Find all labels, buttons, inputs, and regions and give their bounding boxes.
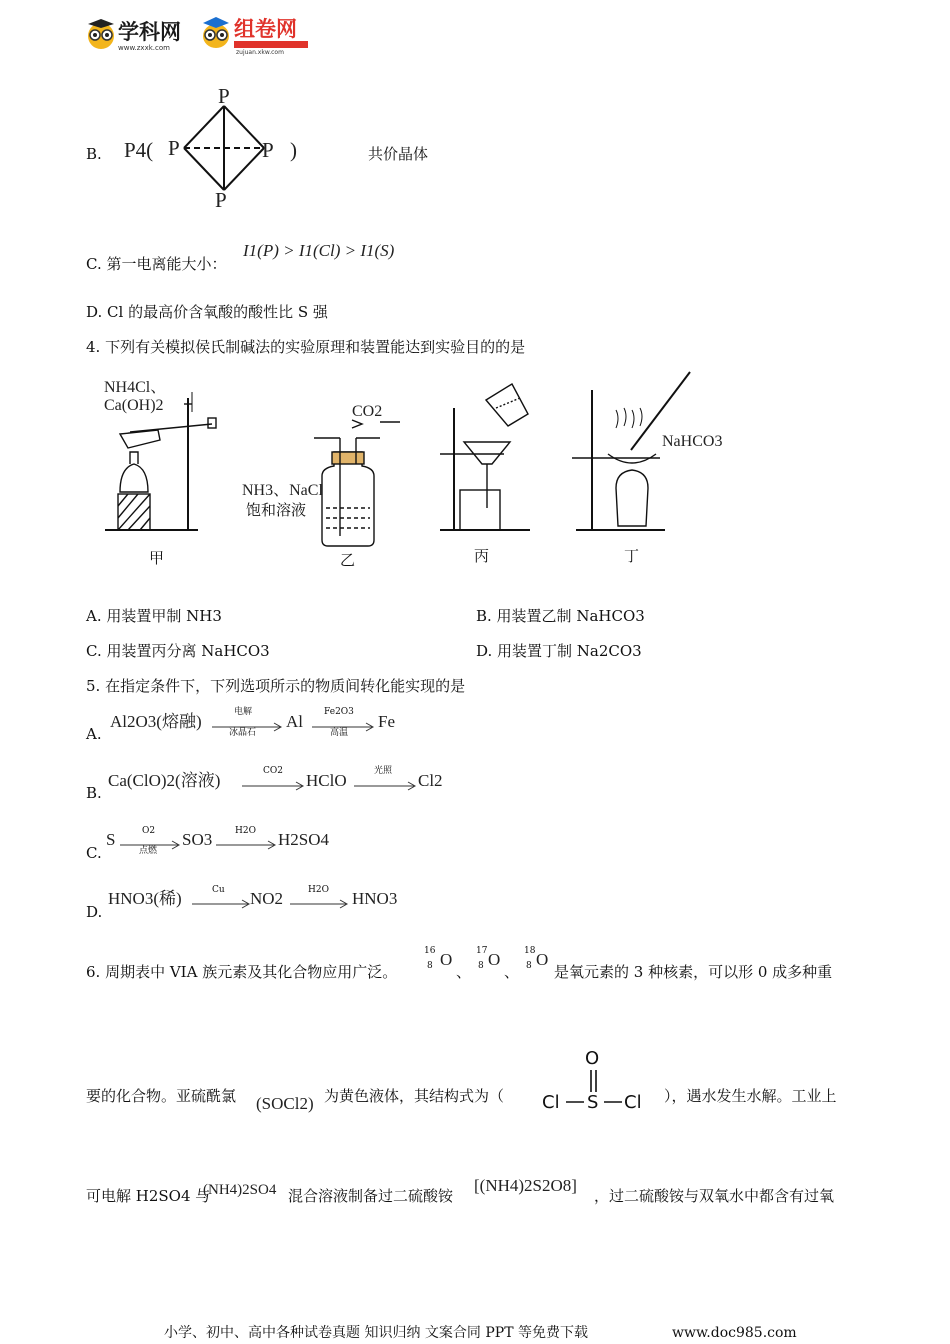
- iso17-mass: 17: [476, 946, 488, 956]
- struct-s: S: [587, 1092, 599, 1113]
- q5-stem: 5. 在指定条件下，下列选项所示的物质间转化能实现的是: [86, 677, 466, 695]
- p4-structure-diagram: [160, 84, 310, 214]
- iso16-z: 8: [427, 961, 433, 971]
- q5-A-c1-top: 电解: [234, 707, 253, 717]
- q4-optD: D. 用装置丁制 Na2CO3: [476, 642, 642, 660]
- q5-A-s2: Al: [286, 712, 303, 731]
- q3-optB-label: B.: [86, 145, 102, 163]
- iso16-symbol: O: [440, 950, 453, 969]
- q5-A-c2-top: Fe2O3: [324, 707, 354, 717]
- q4-apparatus-figure: [100, 368, 740, 568]
- q6-line2-c: ），遇水发生水解。工业上: [664, 1087, 837, 1105]
- q3-optB-formula: P4(: [124, 138, 154, 162]
- iso16-mass: 16: [424, 946, 436, 956]
- p4-atom-left: P: [168, 136, 180, 160]
- q3-optD-text: D. Cl 的最高价含氧酸的酸性比 S 强: [86, 303, 328, 321]
- q5-C-c2-top: H2O: [235, 826, 256, 836]
- q5-C-c1-top: O2: [142, 826, 156, 836]
- logo2-url: zujuan.xkw.com: [236, 49, 284, 56]
- yi-gas-label: CO2: [352, 403, 383, 420]
- q5-C-s2: SO3: [182, 830, 213, 849]
- nh4s2o8-formula: [(NH4)2S2O8]: [474, 1176, 577, 1195]
- p4-atom-top: P: [218, 84, 230, 108]
- header-logo-xuekewang[interactable]: [86, 16, 196, 54]
- q5-C-s1: S: [106, 830, 116, 849]
- struct-cl-right: Cl: [624, 1092, 642, 1113]
- q3-optC-text: C. 第一电离能大小：: [86, 255, 227, 273]
- q6-line1-a: 6. 周期表中 VIA 族元素及其化合物应用广泛。: [86, 963, 398, 981]
- caption-bing: 丙: [474, 547, 490, 565]
- socl2-formula: (SOCl2): [256, 1094, 314, 1113]
- logo1-text: 学科网: [118, 20, 181, 44]
- q5-A-c2-bot: 高温: [330, 728, 349, 738]
- q5-C-label: C.: [86, 844, 102, 862]
- q5-B-label: B.: [86, 784, 102, 802]
- q5-A-s3: Fe: [378, 712, 395, 731]
- q6-line3-c: ，过二硫酸铵与双氧水中都含有过氧: [594, 1187, 835, 1205]
- q3-optB-close: ): [290, 138, 297, 162]
- q5-A-s1: Al2O3(熔融): [110, 712, 202, 731]
- q5-B-s2: HClO: [306, 771, 347, 790]
- jia-reagent-2: Ca(OH)2: [104, 397, 164, 414]
- q5-D-s1: HNO3(稀): [108, 889, 182, 908]
- q4-optA: A. 用装置甲制 NH3: [86, 607, 222, 625]
- yi-solution-2: 饱和溶液: [246, 501, 307, 519]
- q5-D-c1-top: Cu: [212, 885, 225, 895]
- struct-cl-left: Cl: [542, 1092, 560, 1113]
- q3-optB-desc: 共价晶体: [368, 145, 429, 163]
- iso18-symbol: O: [536, 950, 549, 969]
- q5-B-arrow2: [352, 773, 418, 799]
- q5-B-c2-top: 光照: [374, 766, 393, 776]
- q5-B-c1-top: CO2: [263, 766, 283, 776]
- iso17-symbol: O: [488, 950, 501, 969]
- q5-A-c1-bot: 冰晶石: [229, 728, 257, 738]
- footer-text: 小学、初中、高中各种试卷真题 知识归纳 文案合同 PPT 等免费下载: [164, 1325, 588, 1341]
- q4-optB: B. 用装置乙制 NaHCO3: [476, 607, 645, 625]
- footer-url[interactable]: www.doc985.com: [672, 1325, 797, 1341]
- iso18-mass: 18: [524, 946, 536, 956]
- p4-atom-bottom: P: [215, 188, 227, 212]
- caption-yi: 乙: [340, 551, 356, 569]
- q5-C-c1-bot: 点燃: [139, 846, 158, 856]
- owl-mascot-icon: [86, 18, 116, 50]
- q5-B-s3: Cl2: [418, 771, 443, 790]
- iso-sep-1: 、: [456, 963, 472, 981]
- iso18-z: 8: [526, 961, 532, 971]
- header-logo-zujuanwang[interactable]: [200, 14, 315, 54]
- q5-C-s3: H2SO4: [278, 830, 330, 849]
- q5-D-s3: HNO3: [352, 889, 398, 908]
- q6-line3-a: 可电解 H2SO4 与: [86, 1187, 211, 1205]
- p4-atom-right: P: [262, 138, 274, 162]
- q5-B-s1: Ca(ClO)2(溶液): [108, 771, 221, 790]
- q5-B-arrow1: [240, 773, 306, 799]
- yi-solution-1: NH3、NaCl: [242, 482, 323, 499]
- logo1-url: www.zxxk.com: [118, 44, 170, 52]
- jia-reagent-1: NH4Cl、: [104, 379, 167, 396]
- struct-o: O: [585, 1048, 600, 1069]
- q5-A-label: A.: [86, 725, 102, 743]
- logo2-banner: [234, 41, 308, 48]
- q4-stem: 4. 下列有关模拟侯氏制碱法的实验原理和装置能达到实验目的的是: [86, 338, 526, 356]
- iso-sep-2: 、: [504, 963, 520, 981]
- q6-line3-b: 混合溶液制备过二硫酸铵: [288, 1187, 454, 1205]
- q5-D-label: D.: [86, 903, 103, 921]
- nh4so4-formula: (NH4)2SO4: [203, 1182, 277, 1198]
- ding-label: NaHCO3: [662, 433, 723, 450]
- q5-D-c2-top: H2O: [308, 885, 329, 895]
- q6-line2-b: 为黄色液体，其结构式为（: [324, 1087, 505, 1105]
- logo2-text: 组卷网: [234, 17, 297, 41]
- owl-graduate-icon: [200, 16, 232, 50]
- q6-line2-a: 要的化合物。亚硫酰氯: [86, 1087, 237, 1105]
- caption-ding: 丁: [624, 547, 640, 565]
- q5-D-s2: NO2: [250, 889, 284, 908]
- q6-line1-b: 是氧元素的 3 种核素，可以形 0 成多种重: [554, 963, 833, 981]
- iso17-z: 8: [478, 961, 484, 971]
- q4-optC: C. 用装置丙分离 NaHCO3: [86, 642, 270, 660]
- caption-jia: 甲: [149, 549, 165, 567]
- q3-optC-expr: I1(P) > I1(Cl) > I1(S): [243, 241, 395, 260]
